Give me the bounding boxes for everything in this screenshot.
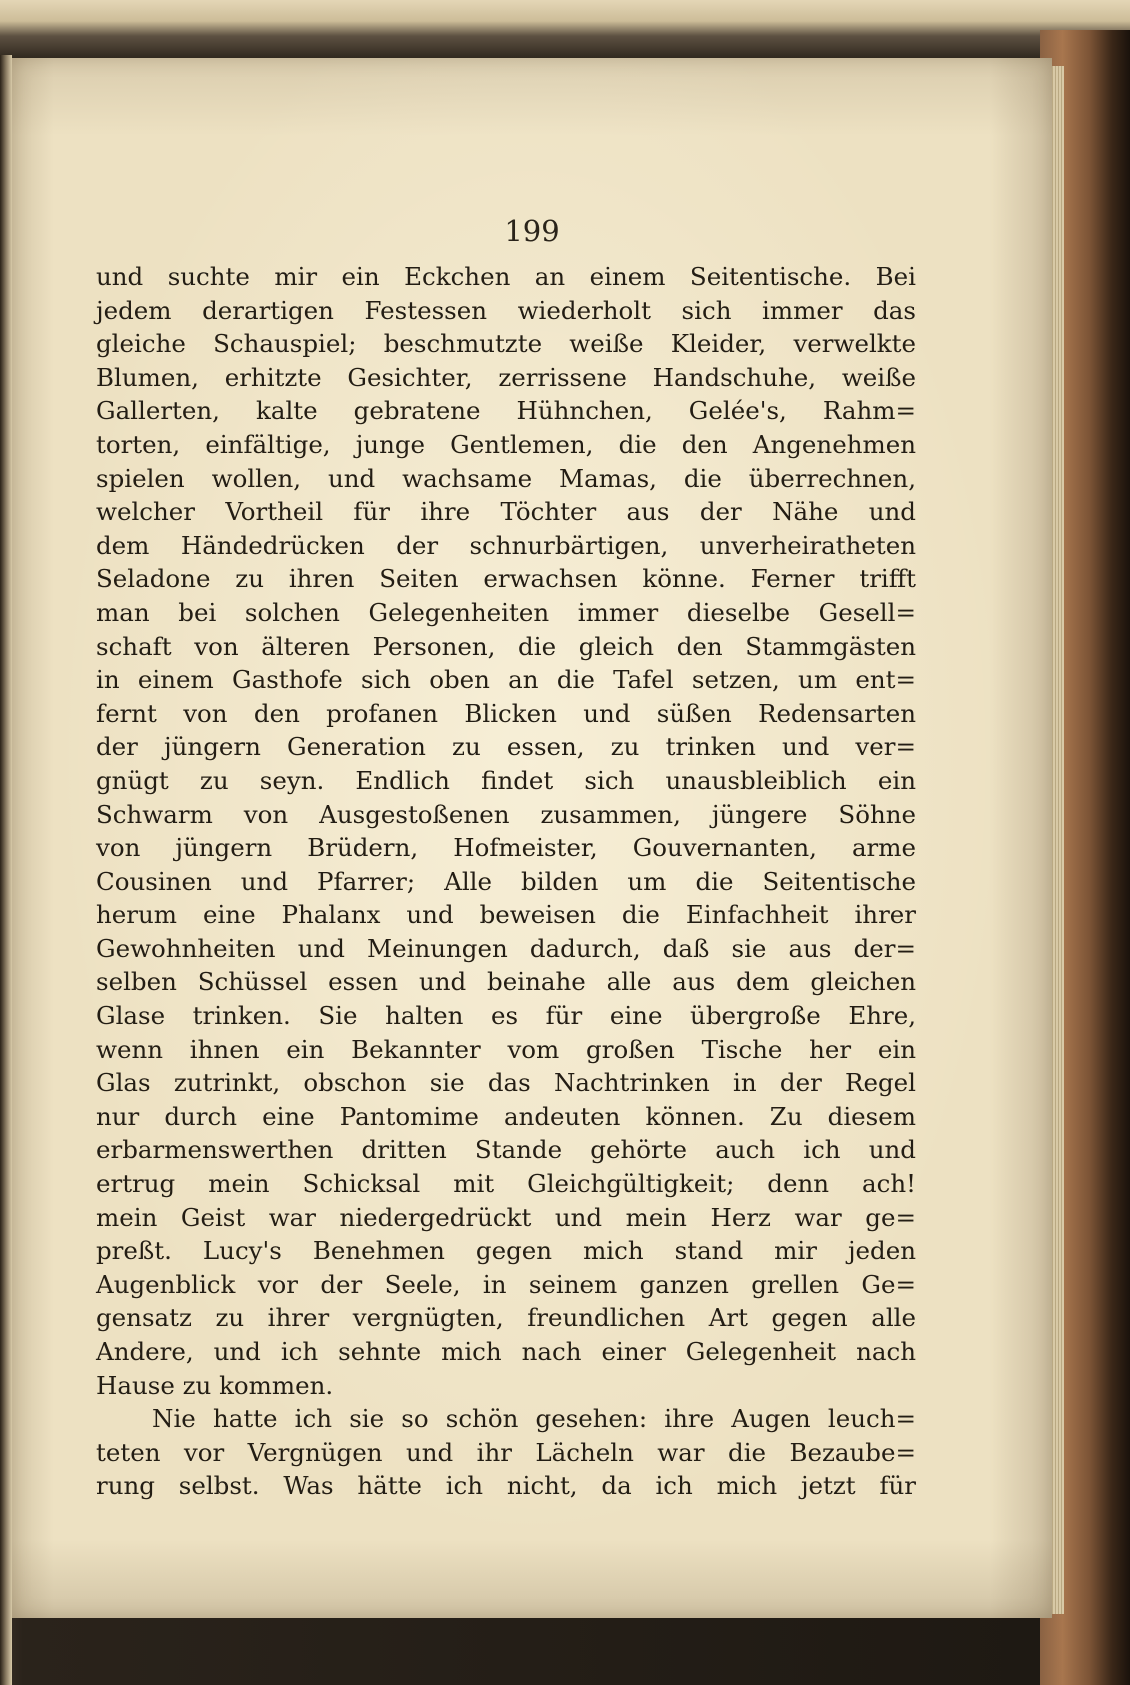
text-line: teten vor Vergnügen und ihr Lächeln war die Bezaube= bbox=[96, 1437, 916, 1467]
text-line: torten, einfältige, junge Gentlemen, die den Angenehmen bbox=[96, 429, 916, 459]
page-edges bbox=[1050, 66, 1064, 1614]
text-line: fernt von den profanen Blicken und süßen Redensarten bbox=[96, 698, 916, 728]
text-line: Glas zutrinkt, obschon sie das Nachtrinken in der Regel bbox=[96, 1068, 916, 1098]
text-line: Schwarm von Ausgestoßenen zusammen, jüngere Söhne bbox=[96, 799, 916, 829]
text-line: spielen wollen, und wachsame Mamas, die überrechnen, bbox=[96, 463, 916, 493]
book-page bbox=[12, 58, 1052, 1618]
text-line: Glase trinken. Sie halten es für eine übergroße Ehre, bbox=[96, 1001, 916, 1031]
text-line: Nie hatte ich sie so schön gesehen: ihre Augen leuch= bbox=[152, 1404, 916, 1434]
text-line: welcher Vortheil für ihre Töchter aus der Nähe und bbox=[96, 497, 916, 527]
text-line: Hause zu kommen. bbox=[96, 1370, 334, 1400]
text-line: Seladone zu ihren Seiten erwachsen könne. Ferner trifft bbox=[96, 564, 916, 594]
text-line: Gallerten, kalte gebratene Hühnchen, Gelée's, Rahm= bbox=[96, 396, 916, 426]
text-line: Andere, und ich sehnte mich nach einer Gelegenheit nach bbox=[96, 1337, 916, 1366]
text-line: selben Schüssel essen und beinahe alle aus dem gleichen bbox=[96, 967, 916, 997]
text-line: ertrug mein Schicksal mit Gleichgültigkeit; denn ach! bbox=[96, 1169, 916, 1199]
text-line: wenn ihnen ein Bekannter vom großen Tische her ein bbox=[96, 1034, 916, 1064]
text-line: Blumen, erhitzte Gesichter, zerrissene Handschuhe, weiße bbox=[96, 362, 916, 392]
text-line: dem Händedrücken der schnurbärtigen, unverheiratheten bbox=[96, 530, 916, 560]
text-line: gleiche Schauspiel; beschmutzte weiße Kleider, verwelkte bbox=[96, 329, 916, 359]
text-line: herum eine Phalanx und beweisen die Einfachheit ihrer bbox=[96, 900, 916, 930]
text-line: gnügt zu seyn. Endlich findet sich unausbleiblich ein bbox=[96, 765, 916, 795]
text-line: preßt. Lucy's Benehmen gegen mich stand mir jeden bbox=[96, 1236, 916, 1266]
text-line: und suchte mir ein Eckchen an einem Seitentische. Bei bbox=[96, 262, 916, 291]
text-line: der jüngern Generation zu essen, zu trinken und ver= bbox=[96, 732, 916, 762]
text-line: nur durch eine Pantomime andeuten können. Zu diesem bbox=[96, 1101, 916, 1131]
text-line: Augenblick vor der Seele, in seinem ganzen grellen Ge= bbox=[96, 1269, 916, 1299]
text-line: erbarmenswerthen dritten Stande gehörte auch ich und bbox=[96, 1135, 916, 1165]
text-line: jedem derartigen Festessen wiederholt sich immer das bbox=[96, 295, 916, 325]
text-line: schaft von älteren Personen, die gleich den Stammgästen bbox=[96, 631, 916, 661]
text-line: gensatz zu ihrer vergnügten, freundlichen Art gegen alle bbox=[96, 1303, 916, 1333]
text-line: rung selbst. Was hätte ich nicht, da ich mich jetzt für bbox=[96, 1471, 916, 1501]
text-line: man bei solchen Gelegenheiten immer dieselbe Gesell= bbox=[96, 597, 916, 627]
body-text bbox=[96, 260, 916, 1503]
text-line: von jüngern Brüdern, Hofmeister, Gouvernanten, arme bbox=[96, 833, 916, 863]
page-number: 199 bbox=[504, 214, 560, 248]
text-line: Cousinen und Pfarrer; Alle bilden um die Seitentische bbox=[96, 866, 916, 896]
text-line: Gewohnheiten und Meinungen dadurch, daß sie aus der= bbox=[96, 933, 916, 963]
book-cover-top-edge bbox=[0, 0, 1130, 60]
text-line: in einem Gasthofe sich oben an die Tafel setzen, um ent= bbox=[96, 665, 916, 695]
text-line: mein Geist war niedergedrückt und mein Herz war ge= bbox=[96, 1202, 916, 1232]
book-gutter bbox=[0, 55, 12, 1685]
